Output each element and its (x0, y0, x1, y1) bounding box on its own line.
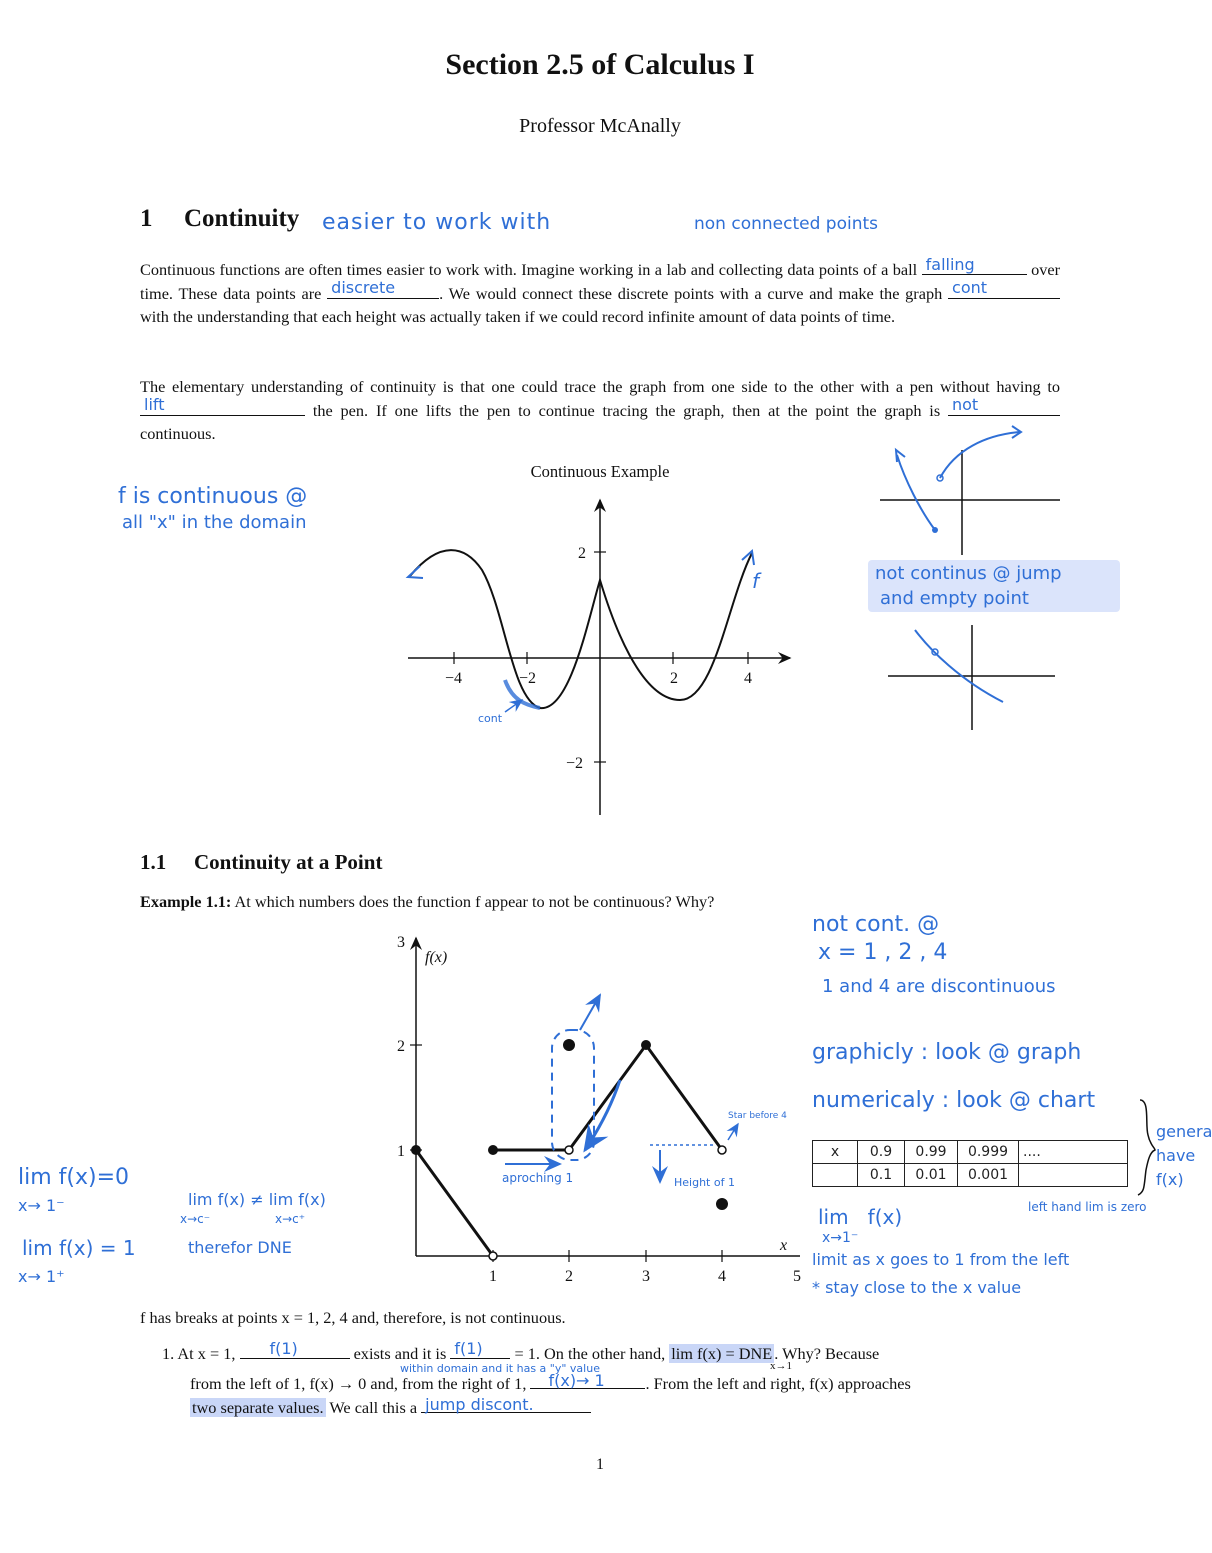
x-tick-label-2: 1 (489, 1268, 497, 1285)
blank-lift: lift (140, 399, 305, 416)
blank-jump: jump discont. (421, 1396, 591, 1413)
note-dne: therefor DNE (188, 1238, 292, 1257)
figure-caption: Continuous Example (530, 462, 670, 481)
breaks-sentence: f has breaks at points x = 1, 2, 4 and, therefore, is not continuous. (140, 1308, 566, 1327)
highlighted-text: two separate values. (192, 1398, 324, 1417)
list-item-1: 1. At x = 1, f(1) exists and it is f(1) = 1. On the other hand, lim f(x) = DNE . Why? Because (162, 1339, 880, 1363)
y-tick-label: 2 (578, 545, 586, 562)
note-numerically: numericaly : look @ chart (812, 1088, 1096, 1113)
x-tick-label: −4 (445, 670, 463, 687)
blank-cont: cont (948, 282, 1060, 299)
x-tick-label-2: 2 (565, 1268, 573, 1285)
subsection-number: 1.1 (140, 850, 167, 874)
note-height: Height of 1 (674, 1176, 735, 1189)
note-f-continuous: f is continuous @ (118, 484, 308, 509)
x-tick-label: 4 (744, 670, 752, 687)
note-within-domain: within domain and it has a "y" value (400, 1362, 600, 1375)
x-tick-label: 2 (670, 670, 678, 687)
p1-text-c: . We would connect these discrete points with a curve and make the graph (439, 283, 943, 303)
limit-expression: lim f(x) = DNE (671, 1344, 773, 1363)
note-not-continuous: not continus @ jump (875, 563, 1062, 584)
note-not-cont: not cont. @ (812, 912, 940, 937)
handwritten-note-nonconnected: non connected points (694, 214, 878, 234)
note-discontinuous: 1 and 4 are discontinuous (822, 976, 1056, 997)
author: Professor McAnally (519, 115, 681, 137)
note-limit-text: limit as x goes to 1 from the left (812, 1250, 1070, 1269)
p1-text-a: Continuous functions are often times easier to work with. Imagine working in a lab and collecting data points of a ball (140, 260, 918, 279)
note-left-lim1: lim f(x) = 1 (22, 1236, 136, 1260)
note-approaching: aproching 1 (502, 1171, 574, 1185)
list-item-1-line2: from the left of 1, f(x) → 0 and, from the right of 1, f(x)→ 1 . From the left and right, f(x) approaches (190, 1371, 911, 1393)
note-lim-neq-sub-a: x→c⁻ (180, 1212, 211, 1226)
blank-falling: falling (922, 258, 1027, 275)
p2-text-a: The elementary understanding of continuity is that one could trace the graph from one side to the other with a pen without having to (140, 377, 1060, 396)
y-tick-label: −2 (566, 755, 584, 772)
note-left-lim1-sub: x→ 1⁺ (18, 1267, 65, 1286)
page-number: 1 (596, 1456, 604, 1473)
x-tick-label-2: 3 (642, 1268, 650, 1285)
handwritten-note-easier: easier to work with (322, 210, 552, 235)
y-tick-label-2: 3 (397, 934, 405, 951)
note-lim-sub: x→1⁻ (822, 1230, 859, 1246)
p1-text-b: over time. These data points are (140, 260, 1060, 303)
note-left-lim0-sub: x→ 1⁻ (18, 1196, 65, 1215)
y-tick-label-2: 2 (397, 1038, 405, 1055)
p2-text-c: continuous. (140, 424, 216, 443)
cont-note: cont (478, 712, 503, 725)
function-points (411, 1039, 728, 1260)
blank-f1: f(1) (240, 1342, 350, 1359)
blank-right-limit: f(x)→ 1 (530, 1372, 645, 1389)
limit-subscript: x→1 (770, 1360, 792, 1372)
curve-label: f (752, 569, 760, 593)
x-tick-label-2: 4 (718, 1268, 726, 1285)
note-left-lim0: lim f(x)=0 (18, 1165, 130, 1190)
blank-f1-value: f(1) (450, 1342, 510, 1359)
note-lim-neq-sub-b: x→c⁺ (275, 1212, 306, 1226)
section-title: Continuity (184, 205, 300, 232)
x-tick-label: −2 (519, 670, 537, 687)
note-graphically: graphicly : look @ graph (812, 1040, 1082, 1065)
subsection-title: Continuity at a Point (194, 850, 383, 874)
page-title: Section 2.5 of Calculus I (445, 48, 755, 81)
note-brace: genera have f(x) (1156, 1122, 1212, 1189)
note-x-values: x = 1 , 2 , 4 (818, 940, 948, 965)
x-tick-label-2: 5 (793, 1268, 801, 1285)
p2-text-b: the pen. If one lifts the pen to continue tracing the graph, then at the point the graph is (312, 400, 941, 420)
list-item-1-line3: two separate values. We call this a jump discont. (190, 1396, 591, 1418)
example-label: Example 1.1: (140, 892, 232, 911)
note-all-x: all "x" in the domain (122, 512, 307, 533)
example-text: At which numbers does the function f appear to not be continuous? Why? (234, 892, 715, 911)
blank-not: not (948, 399, 1060, 416)
y-tick-label-2: 1 (397, 1143, 405, 1160)
values-table: x 0.9 0.99 0.999 .... 0.1 0.01 0.001 (812, 1140, 1128, 1187)
note-stay-close: * stay close to the x value (812, 1278, 1022, 1297)
note-star: Star before 4 (728, 1111, 787, 1121)
note-empty-point: and empty point (880, 588, 1029, 609)
item-number: 1. (162, 1344, 175, 1363)
blank-discrete: discrete (327, 282, 439, 299)
x-axis-label: x (780, 1237, 788, 1254)
note-lim: lim f(x) (818, 1205, 903, 1229)
note-left-hand: left hand lim is zero (1028, 1200, 1147, 1214)
note-lim-neq: lim f(x) ≠ lim f(x) (188, 1190, 326, 1209)
y-axis-label: f(x) (425, 949, 448, 966)
p1-text-d: with the understanding that each height was actually taken if we could record infinite amount of data points of time. (140, 307, 896, 326)
section-number: 1 (140, 205, 153, 232)
